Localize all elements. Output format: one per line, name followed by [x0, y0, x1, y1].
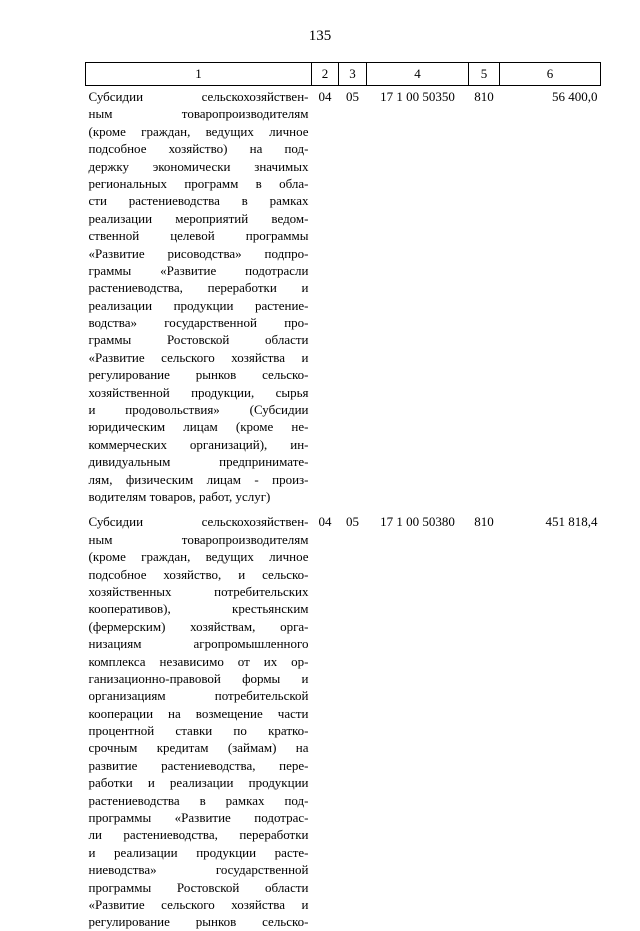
description-line: ным товаропроизводителям: [88, 106, 309, 122]
row-subsection: 05: [346, 514, 359, 530]
header-col-3: 3: [339, 63, 367, 86]
description-line: кооперативов), крестьянским: [88, 601, 309, 617]
description-line: регулирование рынков сельско-: [88, 367, 309, 383]
header-col-4: 4: [367, 63, 469, 86]
description-line: ным товаропроизводителям: [88, 531, 309, 547]
description-line: «Развитие рисоводства» подпро-: [88, 245, 309, 261]
row-expense-type: 810: [474, 89, 494, 104]
row-amount: 56 400,0: [552, 89, 598, 104]
description-line: кооперации на возмещение части: [88, 705, 309, 721]
description-line: «Развитие сельского хозяйства и: [88, 896, 309, 912]
header-col-2: 2: [312, 63, 339, 86]
description-line: хозяйственной продукции, сырья: [88, 384, 309, 400]
description-line: граммы Ростовской области: [88, 332, 309, 348]
description-line: растениеводства в рамках под-: [88, 792, 309, 808]
description-line: Субсидии сельскохозяйствен-: [88, 514, 309, 530]
page-number: 135: [308, 28, 332, 44]
description-line: (кроме граждан, ведущих личное: [88, 123, 309, 139]
table-row: [86, 505, 601, 930]
description-line: (кроме граждан, ведущих личное: [88, 549, 309, 565]
description-line: хозяйственных потребительских: [88, 583, 309, 599]
description-line: растениеводства, переработки и: [88, 280, 309, 296]
description-line: реализации мероприятий ведом-: [88, 210, 309, 226]
header-col-6: 6: [500, 63, 601, 86]
description-line: процентной ставки по кратко-: [88, 723, 309, 739]
description-line: ниеводства» государственной: [88, 862, 309, 878]
description-line: и реализации продукции расте-: [88, 844, 309, 860]
description-line: регулирование рынков сельско-: [88, 914, 309, 930]
description-line: лям, физическим лицам - произ-: [88, 471, 309, 487]
row-description: [86, 505, 312, 930]
description-line: подсобное хозяйство) на под-: [88, 141, 309, 157]
row-section: 04: [318, 89, 332, 104]
description-line: организациям потребительской: [88, 688, 309, 704]
description-line: и продовольствия» (Субсидии: [88, 402, 309, 418]
description-line: коммерческих организаций), ин-: [88, 436, 309, 452]
description-line: сти растениеводства в рамках: [88, 193, 309, 209]
description-line: комплекса независимо от их ор-: [88, 653, 309, 669]
description-line: водства» государственной про-: [88, 315, 309, 331]
description-line: программы Ростовской области: [88, 879, 309, 895]
description-line: дивидуальным предпринимате-: [88, 454, 309, 470]
description-line: работки и реализации продукции: [88, 775, 309, 791]
table-row: [86, 86, 601, 506]
description-line: реализации продукции растение-: [88, 297, 309, 313]
row-expense-type: 810: [474, 514, 494, 530]
description-line: низациям агропромышленного: [88, 636, 309, 652]
description-line: ли растениеводства, переработки: [88, 827, 309, 843]
header-col-5: 5: [469, 63, 500, 86]
description-line: (фермерским) хозяйствам, орга-: [88, 618, 309, 634]
description-line: «Развитие сельского хозяйства и: [88, 349, 309, 365]
row-section: 04: [318, 514, 332, 530]
description-line: региональных программ в обла-: [88, 175, 309, 191]
description-line: развитие растениеводства, пере-: [88, 757, 309, 773]
description-line: держку экономически значимых: [88, 158, 309, 174]
row-target-article: 17 1 00 50380: [380, 514, 455, 530]
description-line: граммы «Развитие подотрасли: [88, 262, 309, 278]
row-description: [86, 86, 312, 506]
description-line: ганизационно-правовой формы и: [88, 670, 309, 686]
description-line: ственной целевой программы: [88, 228, 309, 244]
description-line: срочным кредитам (займам) на: [88, 740, 309, 756]
description-line: юридическим лицам (кроме не-: [88, 419, 309, 435]
description-line: водителям товаров, работ, услуг): [88, 488, 271, 504]
description-line: программы «Развитие подотрас-: [88, 810, 309, 826]
header-col-1: 1: [86, 63, 312, 86]
row-amount: 451 818,4: [545, 514, 598, 530]
budget-table: [85, 62, 601, 931]
description-line: подсобное хозяйство, и сельско-: [88, 566, 309, 582]
row-target-article: 17 1 00 50350: [380, 89, 455, 104]
table-header-row: [86, 63, 601, 86]
row-subsection: 05: [346, 89, 359, 104]
description-line: Субсидии сельскохозяйствен-: [88, 89, 309, 104]
